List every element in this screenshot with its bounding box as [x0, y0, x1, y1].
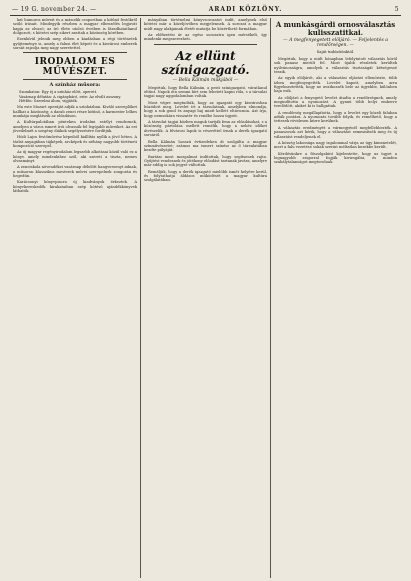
page-number: 5 [394, 6, 399, 13]
program-line: Hétfőn: Szerelmi álom, vígjáték. [19, 99, 78, 103]
article-paragraph: A választás eredményét a vármegyénél megfellebbezték. A panaszosok azt kérik, hogy a választást semmisítsék meg és új választást rendeljenek el. [274, 125, 397, 139]
page-header [10, 6, 401, 16]
article-paragraph: Reméljük, hogy a derék igazgató mielőbb ismét helyére kerül, és folytathatja áldásos működését a magyar kultúra szolgálatában. [144, 169, 267, 183]
divider [154, 44, 257, 45]
article-paragraph: Ezenkívül jelenik meg ebben a kiadásban a régi történetek gyűjteménye is, amely a falusi élet képeit és a kisvárosi emberek sorsát rajzolja meg nagy szeretettel. [13, 37, 137, 51]
article-paragraph: mányában történelmi könyvsorozatot indít, amelynek első kötetei már a közeljövőben megjelennek. A sorozat a magyar múlt nagy alakjainak életét mutatja be közérthető formában. [144, 18, 267, 31]
article-subheadline: — A megfenyegetett elöljáró. — Feljelentés a rendőrségen. — [283, 38, 388, 48]
article-paragraph: A társulat tagjai közben maguk tartják fenn az előadásokat, s a közönség pártolása mellett remélik, hogy a nehéz időket átvészelik. A fővárosi lapok is részvéttel írnak a derék igazgató sorsáról. [144, 120, 267, 138]
article-byline: — Bella Kálmán műkjából — [172, 77, 239, 83]
program-line: Vasárnap délután: A cigánybáró, este: Az elvált asszony. [19, 94, 122, 99]
article-paragraph: Kérdésünkre a főszolgabíró kijelentette, hogy az ügyet a legnagyobb szigorral fogják kivizsgálni, és minden szabálytalanságot megtorolnak. [274, 151, 397, 165]
article-paragraph: Ma este Mozart operáját adják a színházban. Kiváló szereplőket hallhat a közönség; a darab zenei része kitűnő, a karmester lelkes munkája meglátszik az előadáson. [13, 105, 137, 118]
article-headline: Az ellünt színigazgató. [161, 48, 250, 77]
article-paragraph: Az új magyar regényirodalom legszebb alkotásai közül való ez a könyv, amely mindenkihez szól, aki szereti a tiszta, nemes olvasmányt. [13, 150, 137, 164]
program-list [19, 90, 131, 103]
article-paragraph: Barátai most mozgalmat indítottak, hogy segítsenek rajta. Gyűjtést rendeznek és jótékony előadást tartanak javára, amelyre már eddig is sok jegyet váltottak. [144, 154, 267, 168]
article-paragraph: Most végre megtudták, hogy az igazgató egy kisvárosban húzódott meg. Levelet írt a társulatnak, amelyben elmondja, hogy a sok gond és anyagi baj miatt kellett eltávoznia. Azt írja, hogy nemsokára visszatér és rendbe hozza ügyeit. [144, 100, 267, 118]
divider [23, 52, 127, 53]
article-paragraph: Az egyik elöljárót, aki a választási eljárást ellenőrizte, több ízben megfenyegették. Levelet kapott, amelyben arra figyelmeztették, hogy ne avatkozzék bele az ügyekbe, különben baja esik. [274, 76, 397, 94]
article-paragraph: A zeneiskola növendékei vasárnap délelőtt hangversenyt adnak, a műsoron klasszikus mesterek művei szerepelnek zongorán és hegedűn. [13, 165, 137, 179]
article-paragraph: Az elöljáró a fenyegető levelet átadta a rendőrségnek, amely megindította a nyomozást. A gyanú több helyi emberre terelődött, akiket ki is hallgattak. [274, 95, 397, 109]
article-source-note: Saját tudósítónktól. [316, 49, 355, 54]
divider [23, 79, 127, 80]
article-headline: A munkásgárdi ornosválasztás kulisszatitkai. [275, 20, 396, 37]
article-paragraph: A Kultúrpalotában pénteken irodalmi estélyt rendeznek, amelyen a város ismert írói olvassák fel legújabb műveiket. Az est jövedelmét a szegény diákok segélyezésére fordítják. [13, 120, 137, 134]
article-paragraph: A község lakossága nagy izgalommal várja az ügy kimenetelét, mert a falu vezetése sokak szerint méltatlan kezekbe került. [274, 140, 397, 150]
section-title: IRODALOM ES MŰVÉSZET. [34, 57, 116, 78]
article-paragraph: Megírtuk, hogy a múlt hónapban lefolytatott választás körül sok panasz merült fel. Most újabb részletek kerültek nyilvánosságra, amelyek a választás tisztaságát kétségessé teszik. [274, 57, 397, 75]
column-middle [140, 18, 270, 578]
article-paragraph: Hódi Lajos festőművész képeiből kiállítás nyílik a jövő héten. A tárlat anyagában tájképek, arcképek és néhány nagyobb történeti kompozíció szerepel. [13, 135, 137, 149]
column-right [270, 18, 400, 578]
article-paragraph: kat humoros műveit és a második csoportban a kitűnő festőkről szóló írásait. Mindegyik részben a magyar elbeszélés legjavát kapja az olvasó; az író élete utolsó éveiben is fáradhatatlanul dolgozott, s kötetei szép sikert arattak a közönség körében. [13, 18, 137, 36]
section-subtitle: A színház műsora: [49, 82, 101, 89]
newspaper-title: ARADI KÖZLÖNY. [208, 6, 283, 13]
program-line: Szombaton: Egy éj a színház előtt, operett. [19, 90, 98, 95]
article-paragraph: Az előfizetési ár az egész sorozatra igen mérsékelt, így mindenki megszerezheti. [144, 33, 267, 42]
article-paragraph: A rendőrség megállapította, hogy a levelet egy közeli faluban adták postára. A nyomozás tovább folyik, és remélhető, hogy a tettesek rövidesen kézre kerülnek. [274, 110, 397, 124]
article-paragraph: Bella Kálmán hosszú évtizedeken át szolgálta a magyar színművészetet; számos ma ismert színész az ő társulatában kezdte pályáját. [144, 139, 267, 153]
column-left [10, 18, 140, 578]
header-date: — 19 G. november 24. — [12, 6, 97, 13]
article-paragraph: Megírtuk, hogy Bella Kálmán, a pesti színigazgató, váratlanul eltűnt. Napok óta semmi hírt sem lehetett kapni róla, s a társulat tagjai nagy aggodalomban voltak. [144, 85, 267, 99]
article-paragraph: Karácsonyi könyvpiacra új kiadványok érkeztek. A könyvkereskedők kirakataiban szép kötésű ajándékkönyvek láthatók. [13, 180, 137, 194]
